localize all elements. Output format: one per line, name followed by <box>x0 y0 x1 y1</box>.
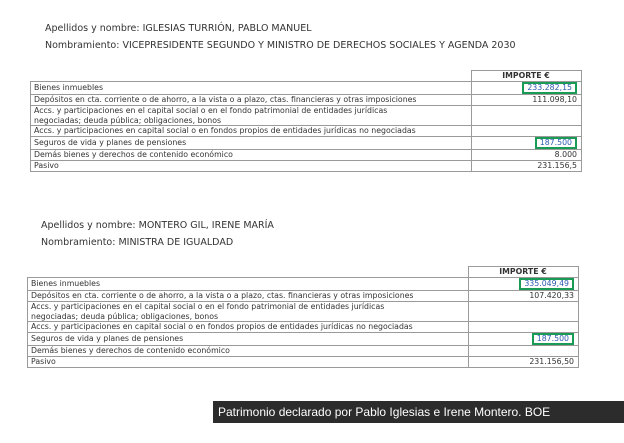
row-value: 107.420,33 <box>469 291 579 302</box>
table-row <box>31 161 582 172</box>
row-value <box>472 126 582 137</box>
person-2-name: Apellidos y nombre: MONTERO GIL, IRENE MARÍA <box>41 220 274 231</box>
table-header-row <box>31 71 582 82</box>
row-label: Accs. y participaciones en capital social o en fondos propios de entidades jurídicas no negociadas <box>28 322 469 333</box>
row-label: Pasivo <box>28 357 469 368</box>
table-row <box>31 150 582 161</box>
row-value <box>472 106 582 126</box>
table-row <box>28 346 579 357</box>
row-label: Accs. y participaciones en el capital social o en el fondo patrimonial de entidades jurídicas negociadas; deuda pública; obligaciones, bonos <box>31 106 472 126</box>
row-label: Seguros de vida y planes de pensiones <box>28 333 469 346</box>
row-value <box>469 346 579 357</box>
row-value: 231.156,50 <box>469 357 579 368</box>
table-row <box>28 302 579 322</box>
row-label: Accs. y participaciones en el capital social o en el fondo patrimonial de entidades jurídicas negociadas; deuda pública; obligaciones, bonos <box>28 302 469 322</box>
highlighted-value: 187.500 <box>532 333 574 345</box>
importe-header: IMPORTE € <box>472 71 582 82</box>
photo-caption: Patrimonio declarado por Pablo Iglesias e Irene Montero. BOE <box>213 401 624 423</box>
highlighted-value: 335.049,49 <box>519 278 574 290</box>
row-label: Accs. y participaciones en capital social o en fondos propios de entidades jurídicas no negociadas <box>31 126 472 137</box>
table-row <box>28 322 579 333</box>
table-row <box>31 106 582 126</box>
row-value: 231.156,5 <box>472 161 582 172</box>
row-label: Demás bienes y derechos de contenido económico <box>31 150 472 161</box>
row-label: Bienes inmuebles <box>31 82 472 95</box>
row-value: 111.098,10 <box>472 95 582 106</box>
highlighted-value: 187.500 <box>535 137 577 149</box>
table-row <box>28 333 579 346</box>
row-label: Depósitos en cta. corriente o de ahorro, a la vista o a plazo, ctas. financieras y otras imposiciones <box>31 95 472 106</box>
table-row <box>28 357 579 368</box>
table-row <box>28 291 579 302</box>
person-2-position: Nombramiento: MINISTRA DE IGUALDAD <box>41 237 234 248</box>
row-label: Bienes inmuebles <box>28 278 469 291</box>
table-row <box>31 95 582 106</box>
table-row <box>31 126 582 137</box>
person-1-assets-table <box>30 70 582 172</box>
person-1-name: Apellidos y nombre: IGLESIAS TURRIÓN, PABLO MANUEL <box>45 23 312 34</box>
person-2-assets-table <box>27 266 579 368</box>
row-value <box>469 322 579 333</box>
row-label: Demás bienes y derechos de contenido económico <box>28 346 469 357</box>
row-label: Pasivo <box>31 161 472 172</box>
row-value <box>469 302 579 322</box>
person-1-position: Nombramiento: VICEPRESIDENTE SEGUNDO Y MINISTRO DE DERECHOS SOCIALES Y AGENDA 2030 <box>45 40 516 51</box>
table-row <box>31 82 582 95</box>
row-label: Seguros de vida y planes de pensiones <box>31 137 472 150</box>
highlighted-value: 233.282,15 <box>522 82 577 94</box>
table-header-row <box>28 267 579 278</box>
table-row <box>31 137 582 150</box>
table-row <box>28 278 579 291</box>
row-value: 8.000 <box>472 150 582 161</box>
row-label: Depósitos en cta. corriente o de ahorro, a la vista o a plazo, ctas. financieras y otras imposiciones <box>28 291 469 302</box>
importe-header: IMPORTE € <box>469 267 579 278</box>
